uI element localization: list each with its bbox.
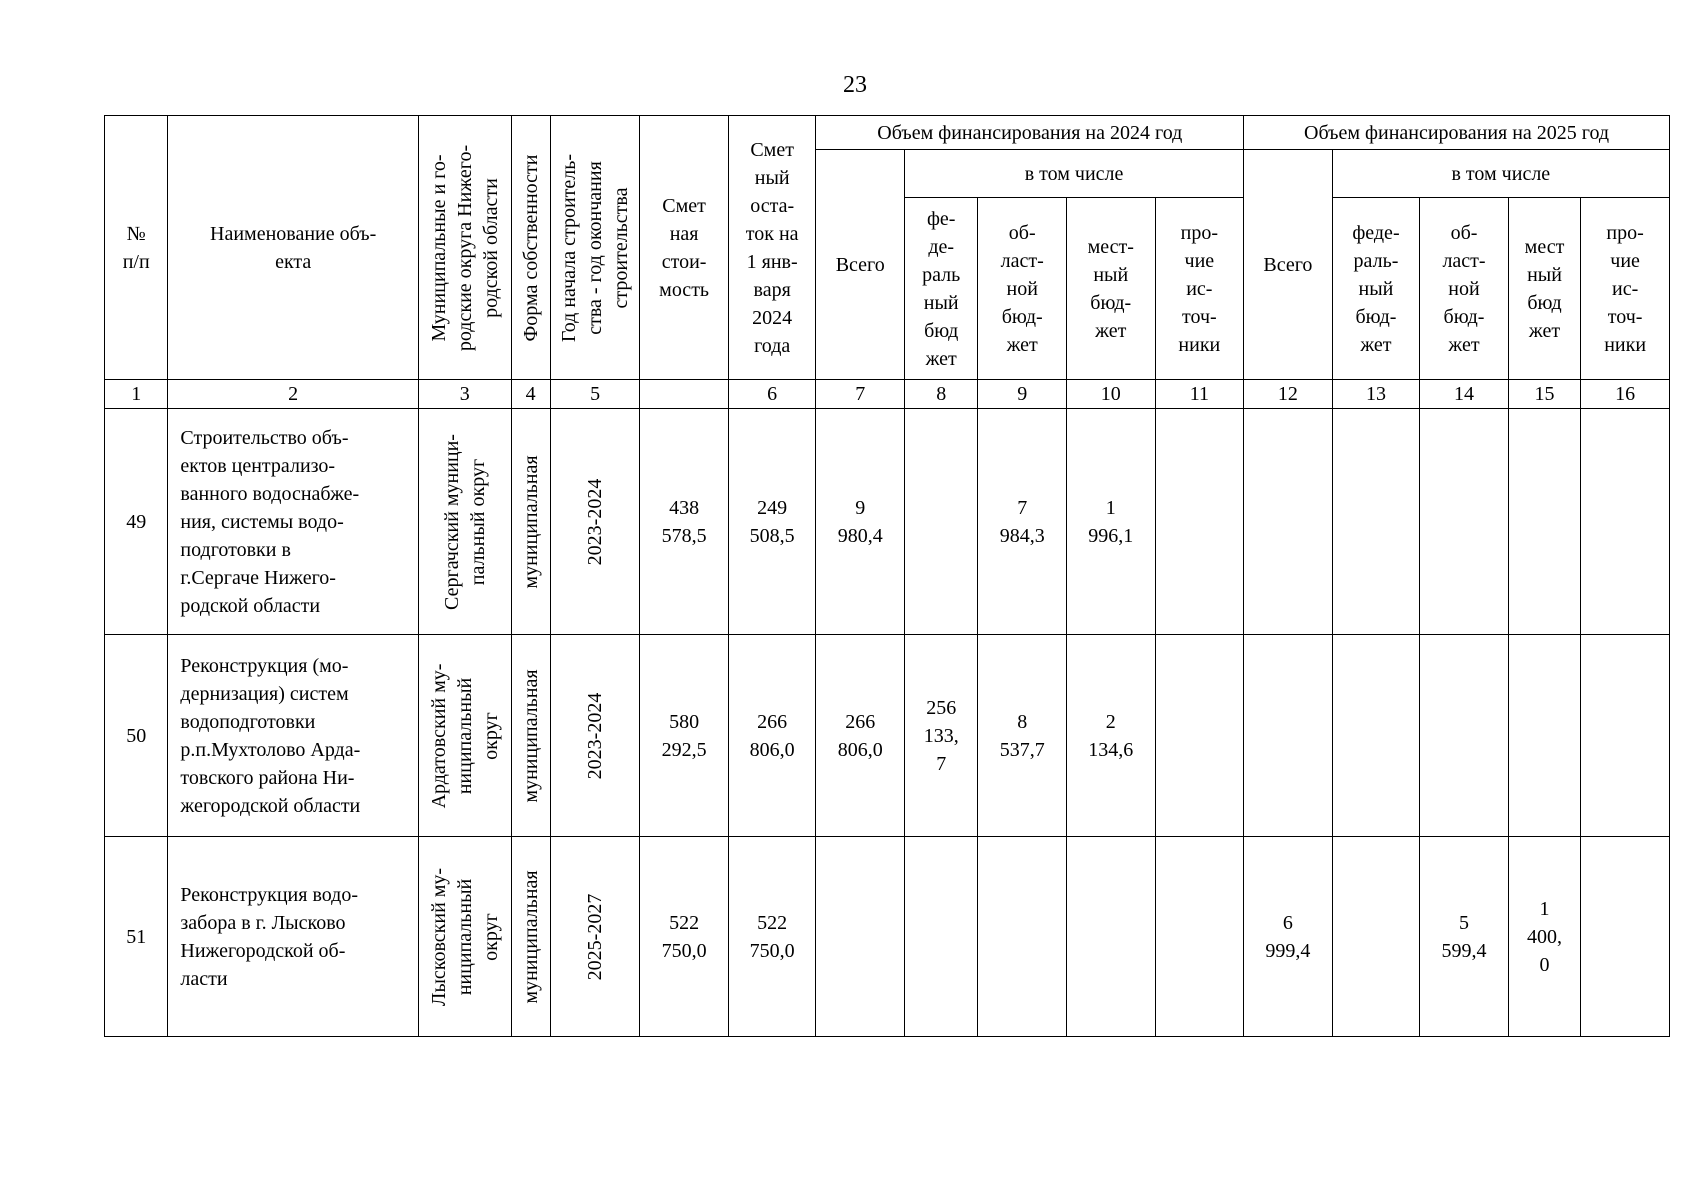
column-number: 1 xyxy=(105,380,168,409)
column-number: 12 xyxy=(1244,380,1333,409)
total-2025 xyxy=(1244,409,1333,635)
regional-2024: 8 537,7 xyxy=(978,635,1067,837)
local-2025 xyxy=(1508,409,1580,635)
federal-2024 xyxy=(904,409,977,635)
column-number: 13 xyxy=(1332,380,1420,409)
header-fed-2025: феде- раль- ный бюд- жет xyxy=(1332,198,1420,380)
row-number: 51 xyxy=(105,837,168,1037)
header-num: № п/п xyxy=(105,116,168,380)
header-estimated-cost: Смет ная стои- мость xyxy=(640,116,729,380)
other-2025 xyxy=(1581,837,1670,1037)
column-number: 4 xyxy=(511,380,550,409)
construction-years: 2025-2027 xyxy=(550,837,640,1037)
header-oth-2025: про- чие ис- точ- ники xyxy=(1581,198,1670,380)
table-row xyxy=(105,837,1670,1037)
municipality: Ардатовский му- ниципальный округ xyxy=(418,635,511,837)
ownership: муниципальная xyxy=(511,409,550,635)
column-number: 11 xyxy=(1155,380,1244,409)
federal-2025 xyxy=(1332,409,1420,635)
other-2025 xyxy=(1581,409,1670,635)
local-2025 xyxy=(1508,635,1580,837)
estimated-cost: 438 578,5 xyxy=(640,409,729,635)
other-2024 xyxy=(1155,837,1244,1037)
header-fed-2024: фе- де- раль ный бюд жет xyxy=(904,198,977,380)
header-years: Год начала строитель- ства - год окончания строительства xyxy=(550,116,640,380)
financing-table xyxy=(104,115,1670,1037)
column-number: 3 xyxy=(418,380,511,409)
object-name: Реконструкция (мо- дернизация) систем водоподготовки р.п.Мухтолово Арда- товского района Ни- жегородской области xyxy=(168,635,419,837)
column-number: 9 xyxy=(978,380,1067,409)
header-group-2024: Объем финансирования на 2024 год xyxy=(816,116,1244,150)
header-name: Наименование объ- екта xyxy=(168,116,419,380)
total-2024: 9 980,4 xyxy=(816,409,905,635)
header-including-2024: в том числе xyxy=(904,150,1243,198)
federal-2025 xyxy=(1332,837,1420,1037)
column-number-row xyxy=(105,380,1670,409)
page-number: 23 xyxy=(843,72,867,98)
header-remaining: Смет ный оста- ток на 1 янв- варя 2024 года xyxy=(728,116,816,380)
other-2024 xyxy=(1155,409,1244,635)
column-number: 14 xyxy=(1420,380,1509,409)
estimated-cost: 522 750,0 xyxy=(640,837,729,1037)
column-number: 15 xyxy=(1508,380,1580,409)
total-2024: 266 806,0 xyxy=(816,635,905,837)
header-loc-2025: мест ный бюд жет xyxy=(1508,198,1580,380)
column-number: 10 xyxy=(1066,380,1155,409)
header-reg-2025: об- ласт- ной бюд- жет xyxy=(1420,198,1509,380)
column-number: 2 xyxy=(168,380,419,409)
header-reg-2024: об- ласт- ной бюд- жет xyxy=(978,198,1067,380)
regional-2024: 7 984,3 xyxy=(978,409,1067,635)
remaining-cost: 266 806,0 xyxy=(728,635,816,837)
remaining-cost: 249 508,5 xyxy=(728,409,816,635)
remaining-cost: 522 750,0 xyxy=(728,837,816,1037)
column-number: 8 xyxy=(904,380,977,409)
column-number: 6 xyxy=(728,380,816,409)
table-row xyxy=(105,409,1670,635)
construction-years: 2023-2024 xyxy=(550,635,640,837)
object-name: Строительство объ- ектов централизо- ванного водоснабже- ния, системы водо- подготовки в г.Сергаче Нижего- родской области xyxy=(168,409,419,635)
estimated-cost: 580 292,5 xyxy=(640,635,729,837)
municipality: Сергачский муници- пальный округ xyxy=(418,409,511,635)
row-number: 49 xyxy=(105,409,168,635)
table-row xyxy=(105,635,1670,837)
column-number: 16 xyxy=(1581,380,1670,409)
header-total-2024: Всего xyxy=(816,150,905,380)
local-2024: 1 996,1 xyxy=(1066,409,1155,635)
federal-2025 xyxy=(1332,635,1420,837)
construction-years: 2023-2024 xyxy=(550,409,640,635)
header-ownership: Форма собственности xyxy=(511,116,550,380)
header-oth-2024: про- чие ис- точ- ники xyxy=(1155,198,1244,380)
object-name: Реконструкция водо- забора в г. Лысково Нижегородской об- ласти xyxy=(168,837,419,1037)
header-group-2025: Объем финансирования на 2025 год xyxy=(1244,116,1670,150)
federal-2024 xyxy=(904,837,977,1037)
total-2025: 6 999,4 xyxy=(1244,837,1333,1037)
local-2024 xyxy=(1066,837,1155,1037)
municipality: Лысковский му- ниципальный округ xyxy=(418,837,511,1037)
column-number xyxy=(640,380,729,409)
other-2025 xyxy=(1581,635,1670,837)
regional-2025 xyxy=(1420,635,1509,837)
ownership: муниципальная xyxy=(511,635,550,837)
header-including-2025: в том числе xyxy=(1332,150,1669,198)
regional-2025: 5 599,4 xyxy=(1420,837,1509,1037)
total-2025 xyxy=(1244,635,1333,837)
regional-2024 xyxy=(978,837,1067,1037)
header-total-2025: Всего xyxy=(1244,150,1333,380)
column-number: 5 xyxy=(550,380,640,409)
regional-2025 xyxy=(1420,409,1509,635)
row-number: 50 xyxy=(105,635,168,837)
total-2024 xyxy=(816,837,905,1037)
federal-2024: 256 133, 7 xyxy=(904,635,977,837)
header-loc-2024: мест- ный бюд- жет xyxy=(1066,198,1155,380)
local-2024: 2 134,6 xyxy=(1066,635,1155,837)
column-number: 7 xyxy=(816,380,905,409)
local-2025: 1 400, 0 xyxy=(1508,837,1580,1037)
other-2024 xyxy=(1155,635,1244,837)
ownership: муниципальная xyxy=(511,837,550,1037)
header-municipality: Муниципальные и го- родские округа Нижего- родской области xyxy=(418,116,511,380)
